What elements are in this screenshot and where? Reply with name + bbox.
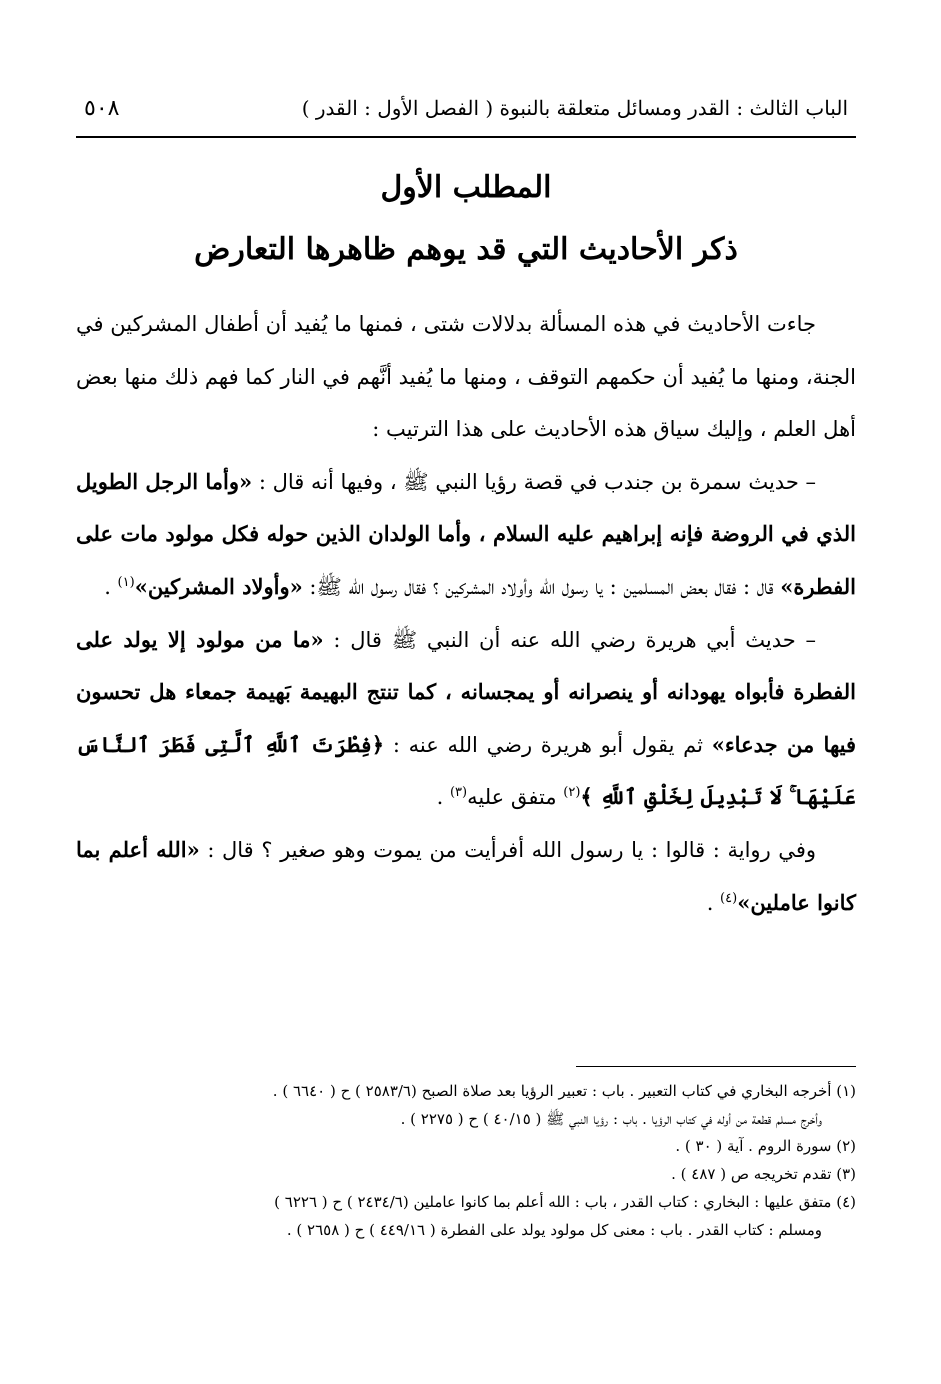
- hadith-samura-middle: قال : فقال بعض المسلمين : يا رسول الله وأولاد المشركين ؟ فقال رسول الله ﷺ:: [302, 574, 781, 599]
- running-header: [76, 92, 856, 138]
- book-page: [76, 0, 856, 1384]
- riwaya-quote: «الله أعلم بما كانوا عاملين»: [76, 836, 856, 915]
- agreed-upon-note: متفق عليه: [467, 785, 564, 810]
- hadith-abu-huraira-middle: ثم يقول أبو هريرة رضي الله عنه :: [384, 732, 712, 757]
- footnote-ref-3: (٣): [449, 785, 468, 801]
- hadith-abu-huraira-end: .: [436, 785, 450, 810]
- footnote-3: (٣) تقدم تخريجه ص ( ٤٨٧ ) .: [671, 1165, 856, 1184]
- hadith-samura-quote-2: «وأولاد المشركين»: [134, 573, 303, 599]
- footnote-4: (٤) متفق عليها : البخاري : كتاب القدر ، باب : الله أعلم بما كانوا عاملين (٢٤٣٤/٦ ) ح ( ٦٢٢٦ ): [274, 1192, 856, 1211]
- footnote-divider: [576, 1066, 856, 1067]
- page-number: ٥٠٨: [84, 96, 120, 121]
- footnote-1-continued: وأخرج مسلم قطعة من أوله في كتاب الرؤيا . باب : رؤيا النبي ﷺ ( ٤٠/١٥ ) ح ( ٢٢٧٥ ) .: [400, 1109, 822, 1128]
- footnote-1: (١) أخرجه البخاري في كتاب التعبير . باب : تعبير الرؤيا بعد صلاة الصبح (٢٥٨٣/٦ ) ح ( ٦٦٤٠ ) .: [272, 1082, 856, 1100]
- footnotes: [76, 1078, 856, 1244]
- quran-verse: ﴿فِطْرَتَ ٱللَّهِ ٱلَّتِى فَطَرَ ٱلنَّاسَ عَلَيْهَا ۚ لَا تَبْدِيلَ لِخَلْقِ ٱللَّهِ ﴾: [76, 731, 856, 810]
- riwaya-end: .: [706, 890, 721, 915]
- footnote-2: (٢) سورة الروم . آية ( ٣٠ ) .: [675, 1137, 856, 1156]
- hadith-samura-end: .: [104, 574, 118, 599]
- riwaya-paragraph: [76, 824, 856, 929]
- riwaya-lead: وفي رواية : قالوا : يا رسول الله أفرأيت من يموت وهو صغير ؟ قال :: [199, 837, 816, 862]
- intro-paragraph: جاءت الأحاديث في هذه المسألة بدلالات شتى ، فمنها ما يُفيد أن أطفال المشركين في الجنة، ومنها ما يُفيد أن حكمهم التوقف ، ومنها ما يُفيد أنَّهم في النار كما فهم ذلك منها بعض أهل العلم ، وإليك سياق هذه الأحاديث على هذا الترتيب :: [76, 312, 856, 442]
- hadith-abu-huraira-quote: «ما من مولود إلا يولد على الفطرة فأبواه يهودانه أو ينصرانه أو يمجسانه ، كما تنتج البهيمة بَهيمة جمعاء هل تحسون فيها من جدعاء»: [76, 626, 857, 757]
- footnote-ref-1: (١): [117, 574, 135, 590]
- hadith-samura-quote: «وأما الرجل الطويل الذي في الروضة فإنه إبراهيم عليه السلام ، وأما الولدان الذين حوله فكل مولود مات على الفطرة»: [76, 468, 856, 599]
- hadith-abu-huraira-lead: – حديث أبي هريرة رضي الله عنه أن النبي ﷺ قال :: [323, 627, 817, 652]
- hadith-samura-lead: – حديث سمرة بن جندب في قصة رؤيا النبي ﷺ ، وفيها أنه قال :: [252, 469, 816, 494]
- footnote-ref-4: (٤): [720, 890, 738, 906]
- body-text: [76, 298, 856, 929]
- hadith-abu-huraira-paragraph: [76, 614, 856, 824]
- footnote-4-continued: ومسلم : كتاب القدر . باب : معنى كل مولود يولد على الفطرة ( ٤٤٩/١٦ ) ح ( ٢٦٥٨ ) .: [286, 1220, 822, 1239]
- section-title: ذكر الأحاديث التي قد يوهم ظاهرها التعارض: [194, 232, 738, 267]
- section-heading: المطلب الأول: [380, 170, 552, 205]
- chapter-title: الباب الثالث : القدر ومسائل متعلقة بالنبوة ( الفصل الأول : القدر ): [301, 96, 848, 120]
- footnote-ref-2: (٢): [563, 785, 581, 801]
- hadith-samura-paragraph: [76, 456, 856, 614]
